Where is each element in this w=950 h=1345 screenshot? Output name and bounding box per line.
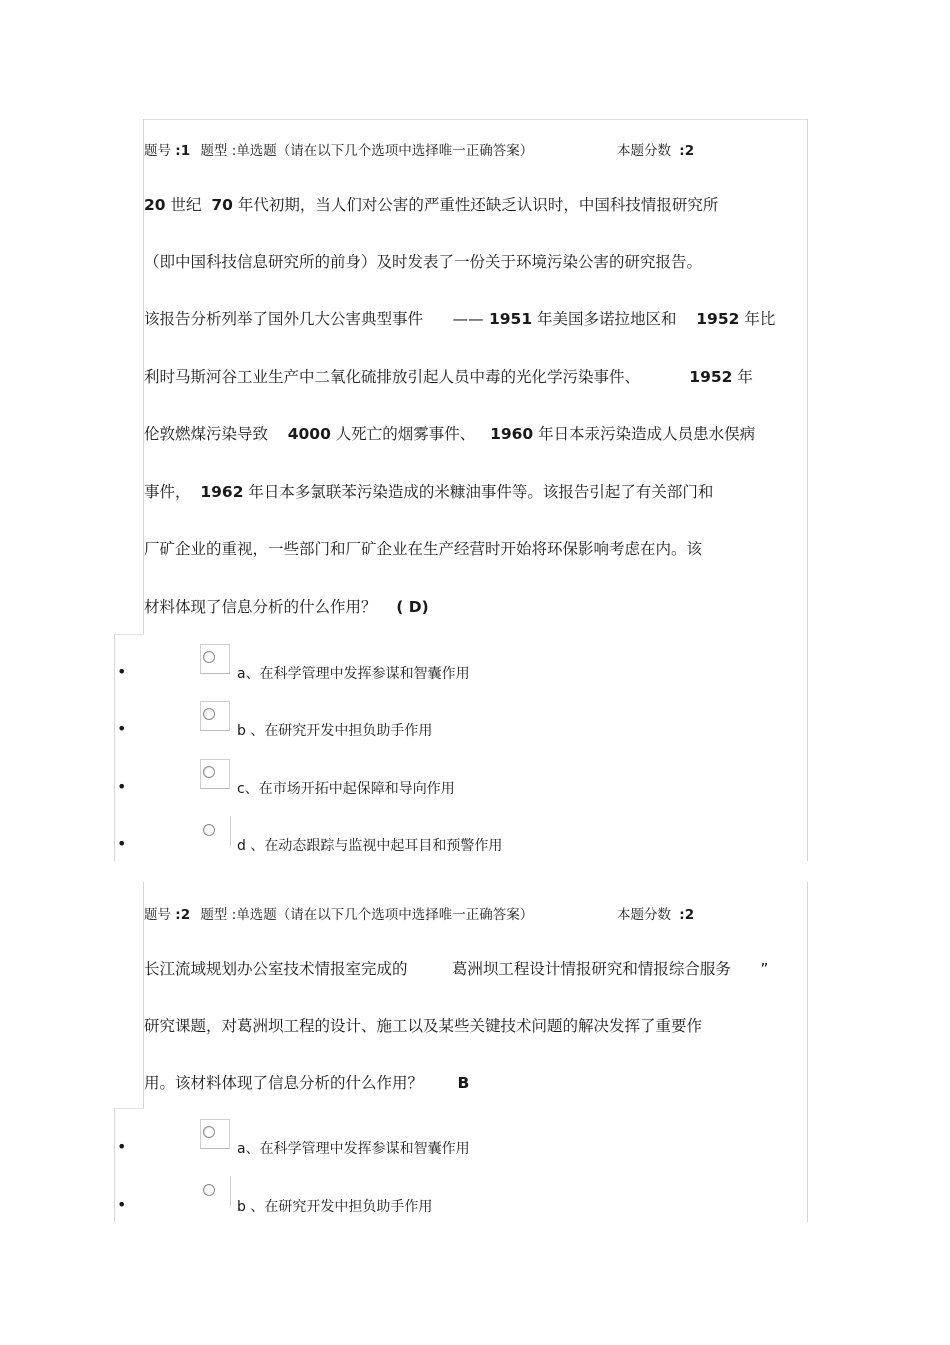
bullet-icon: •	[117, 1137, 127, 1156]
question-header	[144, 139, 533, 159]
q2-options-left	[114, 1108, 115, 1222]
radio-button[interactable]	[203, 708, 215, 720]
bullet-icon: •	[117, 1195, 127, 1214]
text-segment: 利时马斯河谷工业生产中二氧化硫排放引起人员中毒的光化学污染事件、	[144, 368, 690, 386]
option-label[interactable]	[237, 1196, 432, 1216]
question-type: :单选题（请在以下几个选项中选择唯一正确答案）	[231, 143, 534, 159]
question-header	[144, 903, 533, 923]
text-number: 1952	[696, 310, 740, 328]
question-number: :1	[175, 143, 191, 159]
text-segment: （即中国科技信息研究所的前身）及时发表了一份关于环境污染公害的研究报告。	[144, 253, 703, 271]
text-segment: 年日本多氯联苯污染造成的米糠油事件等。该报告引起了有关部门和	[243, 483, 714, 501]
text-number: 1952	[689, 368, 733, 386]
question-type: :单选题（请在以下几个选项中选择唯一正确答案）	[231, 907, 534, 923]
option-label[interactable]	[237, 720, 432, 740]
number-label: 题号	[144, 143, 171, 159]
text-segment: 伦敦燃煤污染导致	[144, 425, 288, 443]
question-text-line	[144, 1016, 702, 1036]
type-label: 题型	[200, 907, 228, 923]
text-number: 20	[144, 196, 166, 214]
option-label[interactable]	[237, 1138, 470, 1158]
option-label[interactable]	[237, 663, 470, 683]
option-sep: 、	[245, 723, 265, 739]
type-label: 题型	[200, 143, 228, 159]
question-text-line	[144, 482, 713, 502]
bullet-icon: •	[117, 777, 127, 796]
score-value: :2	[679, 907, 695, 923]
option-text: 在科学管理中发挥参谋和智囊作用	[259, 666, 470, 682]
q1-frame-right	[807, 119, 808, 861]
option-letter: a	[237, 1141, 246, 1157]
q1-frame-top	[143, 119, 808, 120]
text-segment: 该报告分析列举了国外几大公害典型事件 ——	[144, 310, 484, 328]
q1-options-left	[114, 634, 115, 861]
score-label: 本题分数	[617, 907, 671, 923]
text-segment: 年美国多诺拉地区和	[532, 310, 697, 328]
radio-button[interactable]	[203, 824, 215, 836]
radio-button[interactable]	[203, 1184, 215, 1196]
text-segment: 长江流域规划办公室技术情报室完成的 葛洲坝工程设计情报研究和情报综合服务 ”	[144, 960, 769, 978]
text-segment: 世纪	[165, 196, 212, 214]
question-number: :2	[175, 907, 191, 923]
text-segment: 年代初期，当人们对公害的严重性还缺乏认识时，中国科技情报研究所	[232, 196, 719, 214]
text-segment: 材料体现了信息分析的什么作用？	[144, 598, 397, 616]
text-segment: 年比	[739, 310, 776, 328]
option-letter: a	[237, 666, 246, 682]
text-segment: 厂矿企业的重视，一些部门和厂矿企业在生产经营时开始将环保影响考虑在内。该	[144, 540, 703, 558]
text-segment: 研究课题，对葛洲坝工程的设计、施工以及某些关键技术问题的解决发挥了重要作	[144, 1017, 703, 1035]
option-text: 在市场开拓中起保障和导向作用	[258, 781, 455, 797]
option-letter: d	[237, 838, 246, 854]
option-sep: 、	[245, 666, 260, 682]
option-sep: 、	[244, 781, 259, 797]
radio-button[interactable]	[203, 766, 215, 778]
option-letter: b	[237, 1199, 246, 1215]
question-text-line	[144, 195, 718, 215]
question-score	[617, 139, 694, 159]
option-text: 在动态跟踪与监视中起耳目和预警作用	[264, 838, 503, 854]
text-number: 70	[211, 196, 233, 214]
text-number: 4000	[287, 425, 331, 443]
option-letter: c	[237, 781, 245, 797]
radio-button[interactable]	[203, 1126, 215, 1138]
bullet-icon: •	[117, 662, 127, 681]
bullet-icon: •	[117, 719, 127, 738]
question-text-line	[144, 1073, 469, 1093]
option-sep: 、	[245, 1199, 265, 1215]
question-text-line	[144, 539, 702, 559]
radio-button[interactable]	[203, 651, 215, 663]
answer-key: B	[457, 1074, 470, 1092]
option-sep: 、	[245, 838, 265, 854]
option-text: 在科学管理中发挥参谋和智囊作用	[259, 1141, 470, 1157]
option-sep: 、	[245, 1141, 260, 1157]
question-text-line	[144, 367, 753, 387]
q2-options-divider	[114, 1108, 144, 1109]
text-number: 1951	[483, 310, 533, 328]
question-text-line	[144, 424, 755, 444]
bullet-icon: •	[117, 834, 127, 853]
answer-key: ( D)	[396, 598, 429, 616]
score-label: 本题分数	[617, 143, 671, 159]
option-label[interactable]	[237, 835, 502, 855]
question-score	[617, 903, 694, 923]
q2-frame-right	[807, 882, 808, 1222]
text-number: 1960	[490, 425, 534, 443]
text-segment: 事件，	[144, 483, 201, 501]
text-segment: 用。该材料体现了信息分析的什么作用？	[144, 1074, 458, 1092]
text-segment: 人死亡的烟雾事件、	[330, 425, 491, 443]
text-segment: 年	[732, 368, 753, 386]
score-value: :2	[679, 143, 695, 159]
option-text: 在研究开发中担负助手作用	[264, 1199, 433, 1215]
question-text-line	[144, 309, 775, 329]
question-text-line	[144, 252, 702, 272]
option-letter: b	[237, 723, 246, 739]
question-text-line	[144, 959, 768, 979]
text-segment: 年日本汞污染造成人员患水俣病	[533, 425, 756, 443]
number-label: 题号	[144, 907, 171, 923]
text-number: 1962	[200, 483, 244, 501]
option-label[interactable]	[237, 778, 455, 798]
question-text-line	[144, 597, 429, 617]
q1-options-divider	[114, 634, 144, 635]
option-text: 在研究开发中担负助手作用	[264, 723, 433, 739]
